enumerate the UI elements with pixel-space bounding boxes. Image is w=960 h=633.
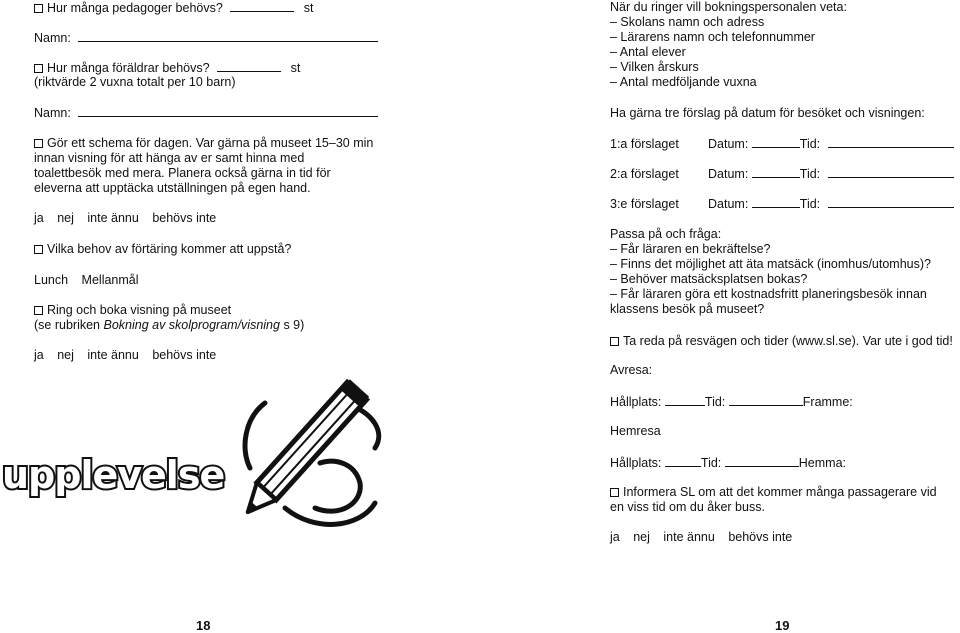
- option-nej[interactable]: nej: [633, 530, 650, 544]
- needs-list: [610, 15, 815, 90]
- hand-pencil-icon: [225, 358, 395, 538]
- ring-boka-ref: (se rubriken Bokning av skolprogram/visning s 9): [34, 318, 305, 332]
- left-page: [0, 0, 480, 632]
- checkbox[interactable]: [34, 64, 43, 73]
- page-number: 18: [196, 618, 211, 633]
- option-nej[interactable]: nej: [57, 211, 74, 225]
- option-behovs-inte[interactable]: behövs inte: [152, 211, 217, 225]
- datum-line[interactable]: [752, 196, 800, 208]
- options-row-3: [610, 530, 802, 545]
- checkbox[interactable]: [610, 488, 619, 497]
- list-item: – Finns det möjlighet att äta matsäck (inomhus/utomhus)?: [610, 257, 931, 271]
- passa-list: [610, 242, 930, 317]
- hallplats-line[interactable]: [665, 455, 701, 467]
- namn-line[interactable]: [78, 30, 378, 42]
- options-row-2: [34, 348, 226, 363]
- forslag-row-1: 1:a förslaget Datum: Tid:: [610, 136, 954, 152]
- unit-label: st: [303, 1, 314, 15]
- tid-line[interactable]: [828, 136, 954, 148]
- avresa-label: Avresa:: [610, 363, 653, 377]
- namn-label: Namn:: [34, 31, 71, 45]
- tid-line[interactable]: [828, 196, 954, 208]
- list-item: – Behöver matsäcksplatsen bokas?: [610, 272, 808, 286]
- checkbox[interactable]: [610, 337, 619, 346]
- tid-line[interactable]: [828, 166, 954, 178]
- right-page: [480, 0, 960, 632]
- forslag-row-2: 2:a förslaget Datum: Tid:: [610, 166, 954, 182]
- checkbox[interactable]: [34, 4, 43, 13]
- option-ja[interactable]: ja: [34, 211, 44, 225]
- namn-field-2: [34, 105, 378, 121]
- list-item: – Antal elever: [610, 45, 686, 59]
- ring-boka: Ring och boka visning på museet: [34, 303, 231, 318]
- namn-line[interactable]: [78, 105, 378, 117]
- option-behovs-inte[interactable]: behövs inte: [152, 348, 217, 362]
- option-behovs-inte[interactable]: behövs inte: [728, 530, 793, 544]
- namn-label: Namn:: [34, 106, 71, 120]
- forslag-row-3: 3:e förslaget Datum: Tid:: [610, 196, 954, 212]
- tid-line[interactable]: [729, 394, 803, 406]
- option-inte-annu[interactable]: inte ännu: [663, 530, 715, 544]
- option-lunch[interactable]: Lunch: [34, 273, 69, 287]
- list-item: – Vilken årskurs: [610, 60, 699, 74]
- hallplats-row-2: Hållplats: Tid: Hemma:: [610, 456, 846, 470]
- resvag-task: Ta reda på resvägen och tider (www.sl.se). Var ute i god tid!: [610, 334, 953, 349]
- forslag-heading: Ha gärna tre förslag på datum för besöket och visningen:: [610, 106, 925, 120]
- list-item: – Får läraren en bekräftelse?: [610, 242, 771, 256]
- option-nej[interactable]: nej: [57, 348, 74, 362]
- fortaring-question: Vilka behov av förtäring kommer att uppstå?: [34, 242, 291, 257]
- checkbox[interactable]: [34, 306, 43, 315]
- list-item: – Lärarens namn och telefonnummer: [610, 30, 815, 44]
- schema-text: Gör ett schema för dagen. Var gärna på museet 15–30 min innan visning för att hänga av er samt hinna med toalettbesök med mera. Planera också gärna in tid för eleverna att upptäcka utställningen på egen hand.: [34, 136, 374, 195]
- list-item: – Skolans namn och adress: [610, 15, 765, 29]
- option-mellanmal[interactable]: Mellanmål: [81, 273, 139, 287]
- option-ja[interactable]: ja: [610, 530, 620, 544]
- informera-task: Informera SL om att det kommer många passagerare vid en viss tid om du åker buss.: [610, 485, 937, 514]
- unit-label: st: [290, 61, 301, 75]
- answer-line[interactable]: [230, 0, 294, 12]
- upplevelse-logo: upplevelse: [2, 453, 225, 497]
- intro-text: När du ringer vill bokningspersonalen veta:: [610, 0, 847, 14]
- list-item: – Får läraren göra ett kostnadsfritt planeringsbesök innan klassens besök på museet?: [610, 287, 927, 316]
- options-row-1: [34, 211, 226, 226]
- tid-line[interactable]: [725, 455, 799, 467]
- option-inte-annu[interactable]: inte ännu: [87, 348, 139, 362]
- hallplats-row-1: Hållplats: Tid: Framme:: [610, 395, 853, 409]
- passa-heading: Passa på och fråga:: [610, 227, 722, 241]
- answer-line[interactable]: [217, 60, 281, 72]
- hemresa-label: Hemresa: [610, 424, 661, 438]
- list-item: – Antal medföljande vuxna: [610, 75, 757, 89]
- foraldrar-question: Hur många föräldrar behövs? st: [34, 60, 300, 76]
- page-number: 19: [775, 618, 790, 633]
- datum-line[interactable]: [752, 136, 800, 148]
- namn-field-1: [34, 30, 378, 46]
- checkbox[interactable]: [34, 245, 43, 254]
- checkbox[interactable]: [34, 139, 43, 148]
- foraldrar-note: (riktvärde 2 vuxna totalt per 10 barn): [34, 75, 236, 89]
- meal-options: [34, 273, 149, 288]
- pedagoger-question: Hur många pedagoger behövs? st: [34, 0, 314, 16]
- option-inte-annu[interactable]: inte ännu: [87, 211, 139, 225]
- datum-line[interactable]: [752, 166, 800, 178]
- hallplats-line[interactable]: [665, 394, 705, 406]
- option-ja[interactable]: ja: [34, 348, 44, 362]
